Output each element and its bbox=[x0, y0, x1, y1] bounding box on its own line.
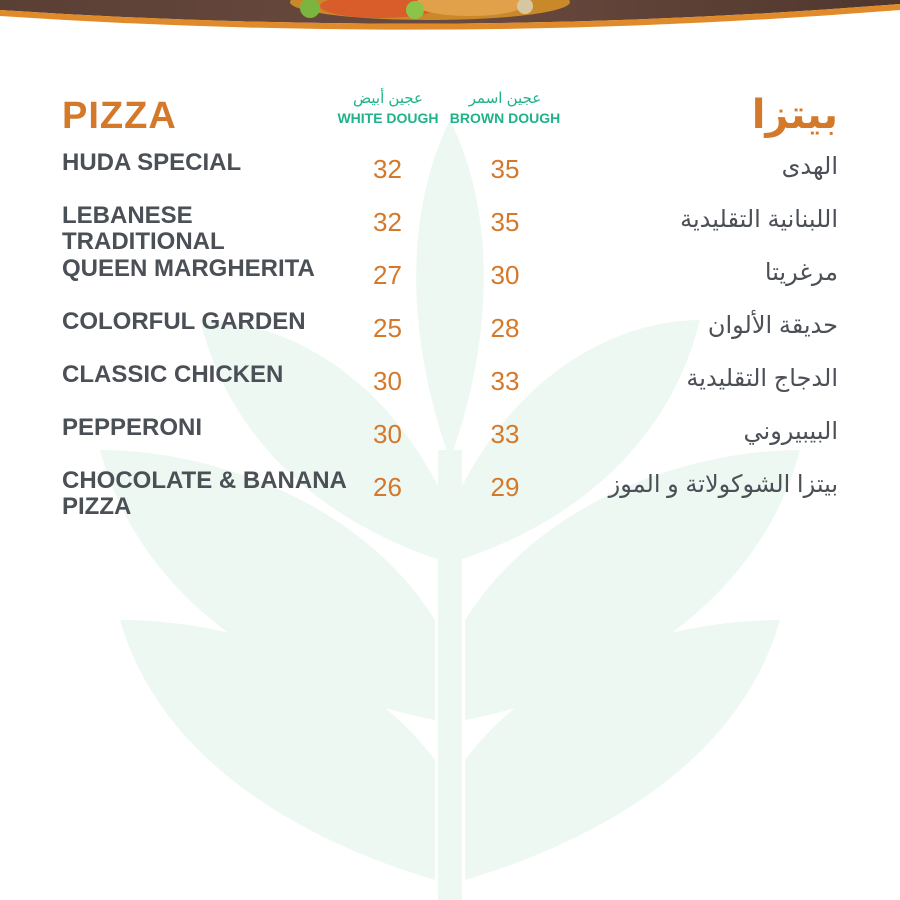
item-name-ar: بيتزا الشوكولاتة و الموز bbox=[608, 471, 838, 498]
item-name-ar: البيبيروني bbox=[743, 418, 838, 445]
item-name-ar: مرغريتا bbox=[764, 259, 838, 286]
column-header-white-ar: عجين أبيض bbox=[353, 90, 423, 107]
item-name-ar: الهدى bbox=[781, 153, 838, 180]
item-price-white: 27 bbox=[373, 260, 402, 290]
item-name-ar: الدجاج التقليدية bbox=[686, 365, 838, 392]
item-name-en: LEBANESE TRADITIONAL bbox=[62, 202, 225, 255]
column-header-brown-ar: عجين اسمر bbox=[468, 90, 542, 107]
item-name-ar: حديقة الألوان bbox=[707, 312, 838, 339]
item-name-ar: اللبنانية التقليدية bbox=[680, 206, 838, 233]
item-price-brown: 30 bbox=[490, 260, 520, 290]
column-header-white-dough bbox=[323, 89, 453, 126]
column-header-white-en: WHITE DOUGH bbox=[337, 110, 439, 126]
item-price-white: 30 bbox=[373, 366, 402, 396]
item-price-brown: 28 bbox=[490, 313, 520, 343]
item-price-white: 25 bbox=[373, 313, 402, 343]
item-price-brown: 33 bbox=[490, 366, 520, 396]
column-header-brown-dough bbox=[440, 89, 570, 126]
menu-title-arabic: بيتزا bbox=[751, 93, 838, 137]
item-name-en: CLASSIC CHICKEN bbox=[62, 361, 284, 388]
column-header-brown-en: BROWN DOUGH bbox=[449, 110, 561, 126]
menu-title-english: PIZZA bbox=[62, 95, 177, 137]
item-name-en: QUEEN MARGHERITA bbox=[62, 255, 315, 282]
item-name-en: CHOCOLATE & BANANA PIZZA bbox=[62, 467, 346, 520]
item-price-brown: 33 bbox=[490, 419, 520, 449]
item-price-white: 32 bbox=[373, 207, 402, 237]
item-name-en: HUDA SPECIAL bbox=[62, 149, 242, 176]
item-price-white: 26 bbox=[373, 472, 402, 502]
item-price-white: 32 bbox=[373, 154, 402, 184]
item-price-brown: 35 bbox=[490, 207, 520, 237]
item-name-en: COLORFUL GARDEN bbox=[62, 308, 306, 335]
item-name-en: PEPPERONI bbox=[62, 414, 203, 441]
item-price-white: 30 bbox=[373, 419, 402, 449]
item-price-brown: 35 bbox=[490, 154, 520, 184]
header-food-photo bbox=[0, 0, 900, 40]
item-price-brown: 29 bbox=[490, 472, 520, 502]
